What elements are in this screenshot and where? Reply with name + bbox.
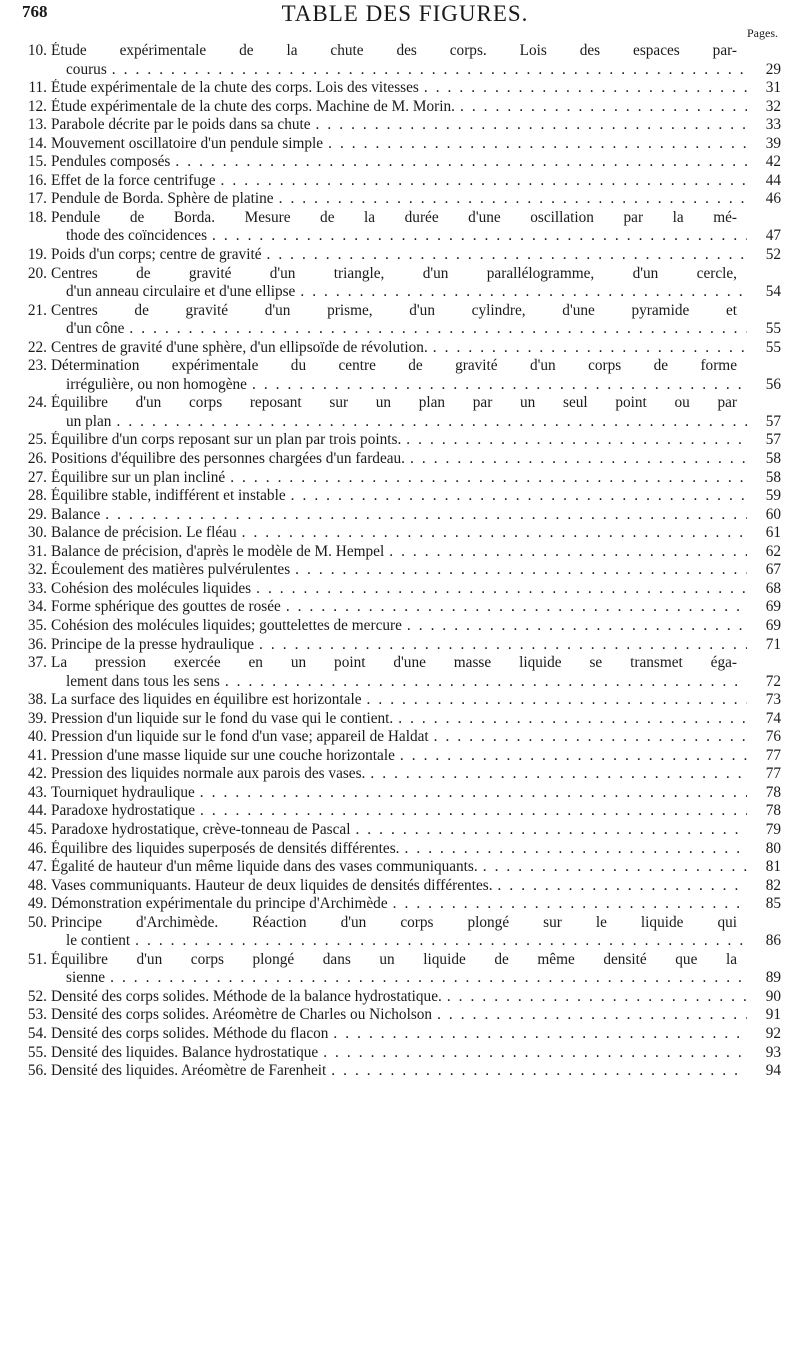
list-item xyxy=(18,914,781,951)
page-reference: 58 xyxy=(765,468,781,486)
page-reference: 89 xyxy=(765,969,781,987)
figure-caption: Densité des corps solides. Méthode du flacon xyxy=(51,1024,329,1042)
dot-leader xyxy=(274,190,747,209)
figure-list xyxy=(18,42,781,1081)
figure-caption: Paradoxe hydrostatique, crève-tonneau de Pascal xyxy=(51,820,351,838)
dot-leader xyxy=(295,283,747,302)
page-reference: 72 xyxy=(765,672,781,690)
dot-leader xyxy=(419,79,747,98)
figure-number: 47. xyxy=(27,858,47,876)
figure-number: 56. xyxy=(27,1062,47,1080)
figure-caption: Équilibre sur un plan incliné xyxy=(51,468,226,486)
figure-number: 48. xyxy=(27,876,47,894)
dot-leader xyxy=(455,98,747,117)
list-item xyxy=(18,1062,781,1081)
figure-caption: Étude expérimentale de la chute des corps. Lois des vitesses xyxy=(51,79,419,97)
list-item xyxy=(18,840,781,859)
page-reference: 59 xyxy=(765,487,781,505)
figure-number: 31. xyxy=(27,542,47,560)
list-item xyxy=(18,209,781,246)
figure-number: 36. xyxy=(27,635,47,653)
figure-number: 23. xyxy=(27,357,47,375)
page-title: TABLE DES FIGURES. xyxy=(281,1,529,26)
page-reference: 85 xyxy=(765,895,781,913)
dot-leader xyxy=(478,858,747,877)
page-reference: 90 xyxy=(765,987,781,1005)
figure-caption: Équilibre d'un corps reposant sur un plan par trois points. xyxy=(51,431,402,449)
figure-number: 34. xyxy=(27,598,47,616)
dot-leader xyxy=(365,765,747,784)
page-reference: 60 xyxy=(765,505,781,523)
list-item xyxy=(18,394,781,431)
dot-leader xyxy=(311,116,747,135)
figure-caption: Forme sphérique des gouttes de rosée xyxy=(51,598,281,616)
list-item xyxy=(18,42,781,79)
page-reference: 56 xyxy=(765,375,781,393)
figure-caption: Pression d'une masse liquide sur une couche horizontale xyxy=(51,746,395,764)
list-item xyxy=(18,691,781,710)
page-reference: 58 xyxy=(765,450,781,468)
page-reference: 82 xyxy=(765,876,781,894)
figure-caption: Balance de précision. Le fléau xyxy=(51,524,237,542)
figure-number: 29. xyxy=(27,505,47,523)
page-reference: 78 xyxy=(765,802,781,820)
figure-number: 39. xyxy=(27,709,47,727)
dot-leader xyxy=(395,747,747,766)
figure-number: 40. xyxy=(27,728,47,746)
figure-caption: La surface des liquides en équilibre est horizontale xyxy=(51,691,362,709)
page-reference: 73 xyxy=(765,691,781,709)
figure-number: 46. xyxy=(27,839,47,857)
dot-leader xyxy=(130,932,747,951)
figure-number: 26. xyxy=(27,450,47,468)
dot-leader xyxy=(247,376,747,395)
figure-caption: Vases communiquants. Hauteur de deux liquides de densités différentes. xyxy=(51,876,493,894)
figure-caption: d'un anneau circulaire et d'une ellipse xyxy=(66,283,296,301)
page-reference: 57 xyxy=(765,431,781,449)
page-reference: 31 xyxy=(765,79,781,97)
list-item xyxy=(18,747,781,766)
page-reference: 71 xyxy=(765,635,781,653)
page-reference: 44 xyxy=(765,171,781,189)
figure-caption: Pendule de Borda. Sphère de platine xyxy=(51,190,274,208)
list-item xyxy=(18,524,781,543)
figure-number: 38. xyxy=(27,691,47,709)
page-reference: 61 xyxy=(765,524,781,542)
page-reference: 78 xyxy=(765,783,781,801)
figure-caption: lement dans tous les sens xyxy=(66,672,220,690)
dot-leader xyxy=(323,135,747,154)
figure-caption: Balance de précision, d'après le modèle de M. Hempel xyxy=(51,542,385,560)
list-item xyxy=(18,1044,781,1063)
figure-caption: Pression d'un liquide sur le fond du vase qui le contient. xyxy=(51,709,394,727)
page-reference: 52 xyxy=(765,246,781,264)
figure-caption: le contient xyxy=(66,932,131,950)
page-reference: 81 xyxy=(765,858,781,876)
figure-number: 52. xyxy=(27,987,47,1005)
figure-caption: Centres de gravité d'un prisme, d'un cylindre, d'une pyramide et xyxy=(51,301,737,319)
list-item xyxy=(18,1025,781,1044)
figure-number: 33. xyxy=(27,579,47,597)
page-reference: 79 xyxy=(765,820,781,838)
page-reference: 39 xyxy=(765,134,781,152)
figure-number: 20. xyxy=(27,264,47,282)
dot-leader xyxy=(225,469,747,488)
figure-number: 49. xyxy=(27,895,47,913)
dot-leader xyxy=(251,580,747,599)
figure-number: 27. xyxy=(27,468,47,486)
figure-caption: Densité des liquides. Aréomètre de Farenheit xyxy=(51,1062,327,1080)
figure-number: 13. xyxy=(27,116,47,134)
figure-caption: Pendule de Borda. Mesure de la durée d'une oscillation par la mé- xyxy=(51,208,737,226)
list-item xyxy=(18,302,781,339)
figure-number: 41. xyxy=(27,746,47,764)
figure-number: 54. xyxy=(27,1024,47,1042)
list-item xyxy=(18,431,781,450)
figure-number: 42. xyxy=(27,765,47,783)
page-reference: 77 xyxy=(765,746,781,764)
pages-column-label: Pages. xyxy=(747,26,778,40)
page-reference: 62 xyxy=(765,542,781,560)
figure-caption: Équilibre stable, indifférent et instable xyxy=(51,487,286,505)
page-reference: 42 xyxy=(765,153,781,171)
dot-leader xyxy=(493,877,747,896)
figure-caption: Pression d'un liquide sur le fond d'un vase; appareil de Haldat xyxy=(51,728,429,746)
figure-caption: Étude expérimentale de la chute des corps. Machine de M. Morin. xyxy=(51,97,455,115)
dot-leader xyxy=(261,246,747,265)
list-item xyxy=(18,450,781,469)
figure-number: 14. xyxy=(27,134,47,152)
page-reference: 33 xyxy=(765,116,781,134)
figure-caption: un plan xyxy=(66,412,112,430)
list-item xyxy=(18,877,781,896)
dot-leader xyxy=(195,784,747,803)
figure-caption: Densité des liquides. Balance hydrostatique xyxy=(51,1043,319,1061)
page-reference: 55 xyxy=(765,338,781,356)
list-item xyxy=(18,116,781,135)
dot-leader xyxy=(111,413,747,432)
figure-caption: Centres de gravité d'un triangle, d'un parallélogramme, d'un cercle, xyxy=(51,264,737,282)
list-item xyxy=(18,487,781,506)
list-item xyxy=(18,98,781,117)
figure-caption: Densité des corps solides. Méthode de la balance hydrostatique. xyxy=(51,987,442,1005)
figure-number: 55. xyxy=(27,1043,47,1061)
figure-number: 50. xyxy=(27,913,47,931)
dot-leader xyxy=(402,617,747,636)
list-item xyxy=(18,339,781,358)
figure-caption: Principe de la presse hydraulique xyxy=(51,635,255,653)
dot-leader xyxy=(207,227,747,246)
figure-caption: courus xyxy=(66,60,107,78)
figure-caption: Écoulement des matières pulvérulentes xyxy=(51,561,291,579)
figure-number: 11. xyxy=(28,79,47,97)
list-item xyxy=(18,784,781,803)
figure-caption: Parabole décrite par le poids dans sa chute xyxy=(51,116,311,134)
figure-number: 37. xyxy=(27,654,47,672)
list-item xyxy=(18,710,781,729)
figure-caption: Égalité de hauteur d'un même liquide dans des vases communiquants. xyxy=(51,858,478,876)
page-reference: 46 xyxy=(765,190,781,208)
page-reference: 55 xyxy=(765,320,781,338)
figure-caption: Équilibre d'un corps plongé dans un liquide de même densité que la xyxy=(51,950,737,968)
dot-leader xyxy=(429,728,747,747)
dot-leader xyxy=(393,710,747,729)
page-reference: 76 xyxy=(765,728,781,746)
list-item xyxy=(18,357,781,394)
figure-caption: Poids d'un corps; centre de gravité xyxy=(51,246,262,264)
page-reference: 92 xyxy=(765,1024,781,1042)
figure-caption: Densité des corps solides. Aréomètre de Charles ou Nicholson xyxy=(51,1006,433,1024)
dot-leader xyxy=(195,802,747,821)
dot-leader xyxy=(405,450,747,469)
list-item xyxy=(18,153,781,172)
figure-number: 35. xyxy=(27,616,47,634)
dot-leader xyxy=(428,339,747,358)
figure-number: 32. xyxy=(27,561,47,579)
dot-leader xyxy=(432,1006,747,1025)
figure-number: 53. xyxy=(27,1006,47,1024)
figure-caption: Démonstration expérimentale du principe d'Archimède xyxy=(51,895,388,913)
figure-number: 43. xyxy=(27,783,47,801)
figure-number: 30. xyxy=(27,524,47,542)
figure-number: 10. xyxy=(27,42,47,59)
list-item xyxy=(18,543,781,562)
list-item xyxy=(18,79,781,98)
dot-leader xyxy=(388,895,747,914)
page-reference: 91 xyxy=(765,1006,781,1024)
page-number: 768 xyxy=(22,2,48,21)
dot-leader xyxy=(326,1062,747,1081)
dot-leader xyxy=(290,561,747,580)
list-item xyxy=(18,728,781,747)
page-reference: 69 xyxy=(765,616,781,634)
figure-number: 16. xyxy=(27,171,47,189)
dot-leader xyxy=(350,821,747,840)
page-reference: 67 xyxy=(765,561,781,579)
dot-leader xyxy=(170,153,747,172)
figure-caption: Étude expérimentale de la chute des corps. Lois des espaces par- xyxy=(51,42,737,59)
figure-caption: d'un cône xyxy=(66,320,125,338)
dot-leader xyxy=(216,172,748,191)
figure-caption: Tourniquet hydraulique xyxy=(51,783,195,801)
dot-leader xyxy=(281,598,747,617)
dot-leader xyxy=(362,691,748,710)
dot-leader xyxy=(442,988,747,1007)
page-reference: 74 xyxy=(765,709,781,727)
figure-number: 22. xyxy=(27,338,47,356)
list-item xyxy=(18,580,781,599)
page-reference: 29 xyxy=(765,60,781,78)
figure-caption: Pendules composés xyxy=(51,153,171,171)
figure-caption: Positions d'équilibre des personnes chargées d'un fardeau. xyxy=(51,450,405,468)
figure-caption: Centres de gravité d'une sphère, d'un ellipsoïde de révolution. xyxy=(51,338,428,356)
page-reference: 54 xyxy=(765,283,781,301)
dot-leader xyxy=(105,969,747,988)
figure-caption: irrégulière, ou non homogène xyxy=(66,375,247,393)
dot-leader xyxy=(220,673,747,692)
list-item xyxy=(18,895,781,914)
page-reference: 94 xyxy=(765,1062,781,1080)
page-reference: 47 xyxy=(765,227,781,245)
page-reference: 32 xyxy=(765,97,781,115)
figure-caption: Paradoxe hydrostatique xyxy=(51,802,196,820)
list-item xyxy=(18,190,781,209)
page-reference: 77 xyxy=(765,765,781,783)
list-item xyxy=(18,951,781,988)
figure-caption: La pression exercée en un point d'une masse liquide se transmet éga- xyxy=(51,654,737,672)
list-item xyxy=(18,598,781,617)
list-item xyxy=(18,765,781,784)
dot-leader xyxy=(286,487,747,506)
figure-number: 19. xyxy=(27,246,47,264)
list-item xyxy=(18,636,781,655)
dot-leader xyxy=(400,840,748,859)
list-item xyxy=(18,135,781,154)
list-item xyxy=(18,172,781,191)
figure-caption: Détermination expérimentale du centre de gravité d'un corps de forme xyxy=(51,357,737,375)
dot-leader xyxy=(401,431,747,450)
figure-caption: Effet de la force centrifuge xyxy=(51,171,216,189)
figure-number: 15. xyxy=(27,153,47,171)
figure-number: 24. xyxy=(27,394,47,412)
list-item xyxy=(18,469,781,488)
list-item xyxy=(18,858,781,877)
figure-number: 12. xyxy=(27,97,47,115)
figure-caption: Équilibre des liquides superposés de densités différentes. xyxy=(51,839,400,857)
page-reference: 86 xyxy=(765,932,781,950)
figure-number: 51. xyxy=(27,950,47,968)
dot-leader xyxy=(100,506,747,525)
dot-leader xyxy=(384,543,747,562)
list-item xyxy=(18,821,781,840)
page-reference: 68 xyxy=(765,579,781,597)
figure-number: 21. xyxy=(27,301,47,319)
figure-number: 45. xyxy=(27,820,47,838)
figure-number: 17. xyxy=(27,190,47,208)
dot-leader xyxy=(318,1044,747,1063)
list-item xyxy=(18,654,781,691)
page-reference: 93 xyxy=(765,1043,781,1061)
figure-number: 44. xyxy=(27,802,47,820)
dot-leader xyxy=(237,524,747,543)
list-item xyxy=(18,1006,781,1025)
list-item xyxy=(18,617,781,636)
list-item xyxy=(18,265,781,302)
dot-leader xyxy=(254,636,747,655)
figure-number: 18. xyxy=(27,208,47,226)
figure-caption: Principe d'Archimède. Réaction d'un corps plongé sur le liquide qui xyxy=(51,913,737,931)
page-reference: 57 xyxy=(765,412,781,430)
list-item xyxy=(18,506,781,525)
figure-number: 25. xyxy=(27,431,47,449)
figure-caption: Cohésion des molécules liquides; gouttelettes de mercure xyxy=(51,616,402,634)
dot-leader xyxy=(107,61,747,80)
figure-number: 28. xyxy=(27,487,47,505)
figure-caption: Cohésion des molécules liquides xyxy=(51,579,252,597)
dot-leader xyxy=(124,320,747,339)
figure-caption: thode des coïncidences xyxy=(66,227,208,245)
page-reference: 69 xyxy=(765,598,781,616)
figure-caption: Mouvement oscillatoire d'un pendule simple xyxy=(51,134,324,152)
list-item xyxy=(18,988,781,1007)
figure-caption: Équilibre d'un corps reposant sur un plan par un seul point ou par xyxy=(51,394,737,412)
figure-caption: Pression des liquides normale aux parois des vases. xyxy=(51,765,366,783)
list-item xyxy=(18,561,781,580)
list-item xyxy=(18,246,781,265)
list-item xyxy=(18,802,781,821)
dot-leader xyxy=(328,1025,747,1044)
figure-caption: Balance xyxy=(51,505,101,523)
page-reference: 80 xyxy=(765,839,781,857)
figure-caption: sienne xyxy=(66,969,106,987)
